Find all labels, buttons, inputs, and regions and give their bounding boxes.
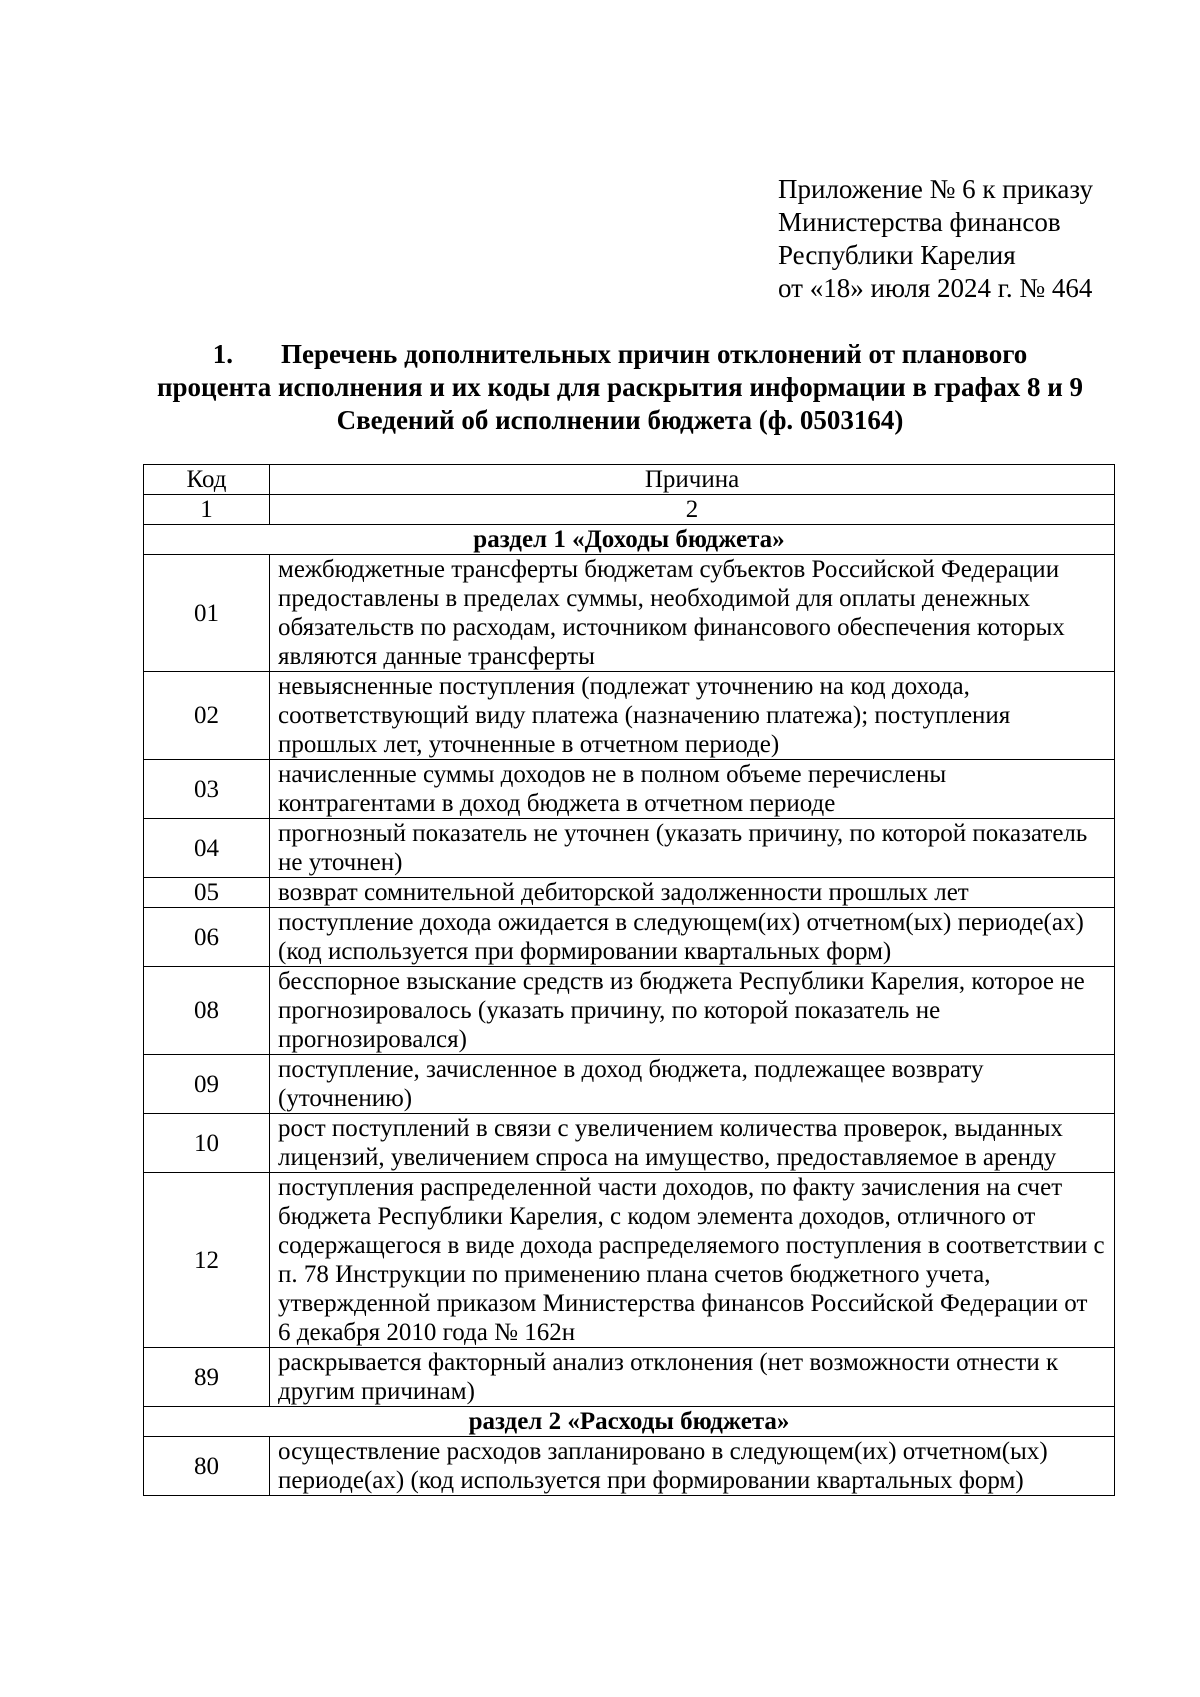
header-row <box>144 465 1115 495</box>
title-text-1: Перечень дополнительных причин отклонений от планового <box>280 339 1028 369</box>
column-number-reason: 2 <box>270 495 1115 525</box>
row-reason: прогнозный показатель не уточнен (указать причину, по которой показатель не уточнен) <box>270 819 1115 878</box>
title-line-1 <box>130 338 1110 371</box>
section-title-expenses: раздел 2 «Расходы бюджета» <box>144 1407 1115 1437</box>
row-code: 01 <box>144 555 270 672</box>
appendix-line: Министерства финансов <box>778 207 1061 237</box>
table-row <box>144 908 1115 967</box>
table-row <box>144 967 1115 1055</box>
column-number-row <box>144 495 1115 525</box>
appendix-block <box>778 173 1093 305</box>
table-row <box>144 1114 1115 1173</box>
title-line-3: Сведений об исполнении бюджета (ф. 0503164) <box>336 405 904 435</box>
row-code: 10 <box>144 1114 270 1173</box>
title-line-2: процента исполнения и их коды для раскрытия информации в графах 8 и 9 <box>156 372 1084 402</box>
reasons-table <box>143 464 1115 1496</box>
section-title-income: раздел 1 «Доходы бюджета» <box>144 525 1115 555</box>
row-reason: межбюджетные трансферты бюджетам субъектов Российской Федерации предоставлены в пределах суммы, необходимой для оплаты денежных обязательств по расходам, источником финансового обеспечения которых являются данные трансферты <box>270 555 1115 672</box>
row-code: 09 <box>144 1055 270 1114</box>
row-code: 12 <box>144 1173 270 1348</box>
row-code: 03 <box>144 760 270 819</box>
row-reason: поступление дохода ожидается в следующем(их) отчетном(ых) периоде(ах) (код используется при формировании квартальных форм) <box>270 908 1115 967</box>
row-code: 04 <box>144 819 270 878</box>
row-reason: осуществление расходов запланировано в следующем(их) отчетном(ых) периоде(ах) (код используется при формировании квартальных форм) <box>270 1437 1115 1496</box>
row-code: 89 <box>144 1348 270 1407</box>
header-reason: Причина <box>270 465 1115 495</box>
row-reason: поступления распределенной части доходов, по факту зачисления на счет бюджета Республики Карелия, с кодом элемента доходов, отличного от содержащегося в виде дохода распределяемого поступления в соответствии с п. 78 Инструкции по применению плана счетов бюджетного учета, утвержденной приказом Министерства финансов Российской Федерации от 6 декабря 2010 года № 162н <box>270 1173 1115 1348</box>
table-row <box>144 819 1115 878</box>
row-reason: начисленные суммы доходов не в полном объеме перечислены контрагентами в доход бюджета в отчетном периоде <box>270 760 1115 819</box>
row-code: 80 <box>144 1437 270 1496</box>
table-row <box>144 1173 1115 1348</box>
row-reason: бесспорное взыскание средств из бюджета Республики Карелия, которое не прогнозировалось (указать причину, по которой показатель не прогнозировался) <box>270 967 1115 1055</box>
row-code: 05 <box>144 878 270 908</box>
appendix-line: Приложение № 6 к приказу <box>778 174 1093 204</box>
row-code: 08 <box>144 967 270 1055</box>
row-reason: поступление, зачисленное в доход бюджета, подлежащее возврату (уточнению) <box>270 1055 1115 1114</box>
row-code: 06 <box>144 908 270 967</box>
section-row <box>144 525 1115 555</box>
row-code: 02 <box>144 672 270 760</box>
column-number-code: 1 <box>144 495 270 525</box>
table-row <box>144 1348 1115 1407</box>
row-reason: возврат сомнительной дебиторской задолженности прошлых лет <box>270 878 1115 908</box>
table-row <box>144 760 1115 819</box>
appendix-line: Республики Карелия <box>778 240 1016 270</box>
table-row <box>144 878 1115 908</box>
document-title <box>130 338 1110 437</box>
row-reason: невыясненные поступления (подлежат уточнению на код дохода, соответствующий виду платежа (назначению платежа); поступления прошлых лет, уточненные в отчетном периоде) <box>270 672 1115 760</box>
appendix-line: от «18» июля 2024 г. № 464 <box>778 273 1093 303</box>
table-row <box>144 672 1115 760</box>
row-reason: раскрывается факторный анализ отклонения (нет возможности отнести к другим причинам) <box>270 1348 1115 1407</box>
row-reason: рост поступлений в связи с увеличением количества проверок, выданных лицензий, увеличением спроса на имущество, предоставляемое в аренду <box>270 1114 1115 1173</box>
table-row <box>144 1055 1115 1114</box>
section-row <box>144 1407 1115 1437</box>
table-row <box>144 555 1115 672</box>
table-row <box>144 1437 1115 1496</box>
title-number: 1. <box>212 339 233 369</box>
header-code: Код <box>144 465 270 495</box>
